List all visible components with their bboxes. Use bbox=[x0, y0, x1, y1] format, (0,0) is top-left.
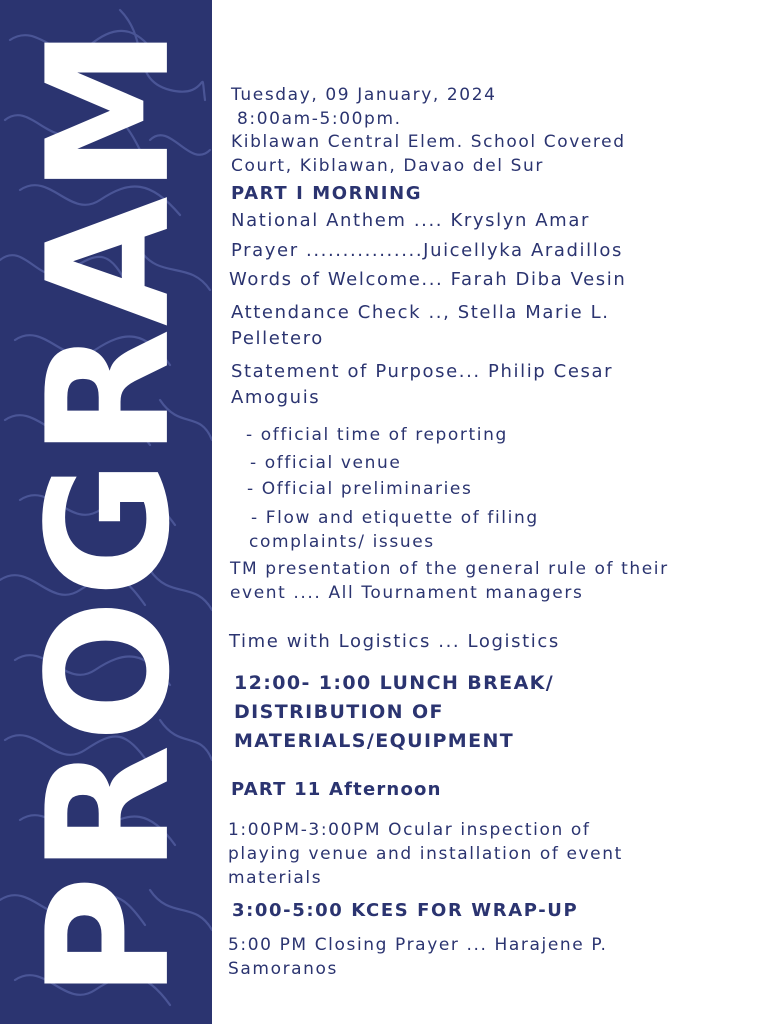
ocular-inspection-line2: playing venue and installation of event bbox=[228, 844, 623, 864]
event-date: Tuesday, 09 January, 2024 bbox=[231, 85, 497, 105]
lunch-break-line1: 12:00- 1:00 LUNCH BREAK/ bbox=[234, 672, 555, 694]
attendance-check-line2: Pelletero bbox=[231, 328, 324, 349]
prayer: Prayer ................Juicellyka Aradillos bbox=[231, 240, 623, 261]
time-with-logistics: Time with Logistics ... Logistics bbox=[229, 631, 560, 652]
part1-heading: PART I MORNING bbox=[231, 183, 423, 204]
ocular-inspection-line1: 1:00PM-3:00PM Ocular inspection of bbox=[228, 820, 591, 840]
list-item: - official venue bbox=[250, 453, 402, 473]
statement-of-purpose-line2: Amoguis bbox=[231, 387, 321, 408]
program-title-container bbox=[11, 0, 208, 1024]
tm-presentation-line1: TM presentation of the general rule of their bbox=[230, 559, 669, 579]
list-item: - Official preliminaries bbox=[247, 479, 473, 499]
sidebar-panel bbox=[0, 0, 212, 1024]
statement-of-purpose-line1: Statement of Purpose... Philip Cesar bbox=[231, 361, 614, 382]
list-item: complaints/ issues bbox=[249, 532, 435, 552]
event-time: 8:00am-5:00pm. bbox=[237, 109, 402, 129]
lunch-break-line2: DISTRIBUTION OF bbox=[234, 701, 444, 723]
part2-heading: PART 11 Afternoon bbox=[231, 779, 442, 800]
words-of-welcome: Words of Welcome... Farah Diba Vesin bbox=[229, 269, 627, 290]
national-anthem: National Anthem .... Kryslyn Amar bbox=[231, 210, 590, 231]
attendance-check-line1: Attendance Check .., Stella Marie L. bbox=[231, 302, 610, 323]
wrap-up: 3:00-5:00 KCES FOR WRAP-UP bbox=[232, 900, 579, 921]
closing-prayer-line1: 5:00 PM Closing Prayer ... Harajene P. bbox=[228, 935, 608, 955]
lunch-break-line3: MATERIALS/EQUIPMENT bbox=[234, 730, 515, 752]
list-item: - Flow and etiquette of filing bbox=[251, 508, 539, 528]
ocular-inspection-line3: materials bbox=[228, 868, 323, 888]
event-venue-line1: Kiblawan Central Elem. School Covered bbox=[231, 132, 626, 152]
event-venue-line2: Court, Kiblawan, Davao del Sur bbox=[231, 156, 544, 176]
tm-presentation-line2: event .... All Tournament managers bbox=[230, 583, 584, 603]
list-item: - official time of reporting bbox=[246, 425, 508, 445]
program-title: PROGRAM bbox=[11, 25, 208, 999]
closing-prayer-line2: Samoranos bbox=[228, 959, 339, 979]
